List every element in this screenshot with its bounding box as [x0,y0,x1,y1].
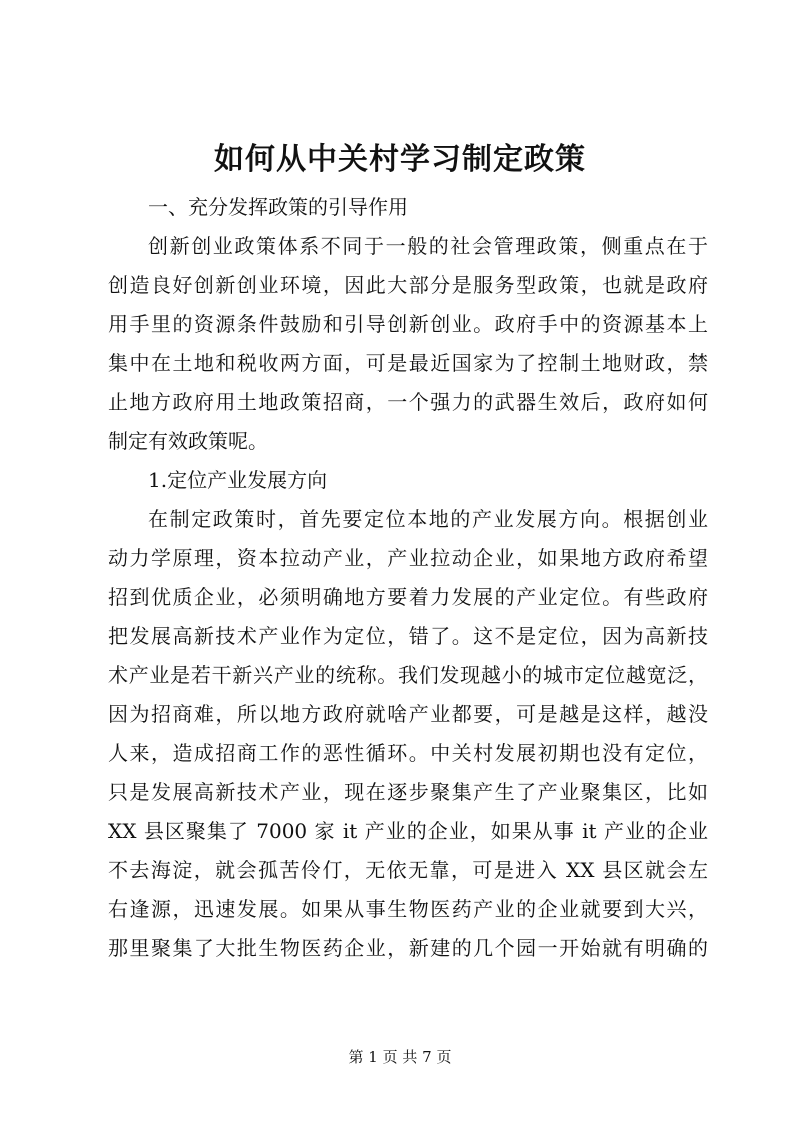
document-body [108,188,708,968]
paragraph-line: 用手里的资源条件鼓励和引导创新创业。政府手中的资源基本上 [108,312,708,336]
paragraph-line: 人来，造成招商工作的恶性循环。中关村发展初期也没有定位， [108,741,708,765]
page-footer: 第 1 页 共 7 页 [348,1048,452,1066]
paragraph-line: XX 县区聚集了 7000 家 it 产业的企业，如果从事 it 产业的企业 [108,819,708,843]
section-heading: 一、充分发挥政策的引导作用 [148,195,408,219]
paragraph-line: 招到优质企业，必须明确地方要着力发展的产业定位。有些政府 [108,585,708,609]
paragraph-line: 那里聚集了大批生物医药企业，新建的几个园一开始就有明确的 [108,936,708,960]
paragraph-line: 把发展高新技术产业作为定位，错了。这不是定位，因为高新技 [108,624,708,648]
paragraph-line: 创造良好创新创业环境，因此大部分是服务型政策，也就是政府 [108,273,708,297]
paragraph-line: 在制定政策时，首先要定位本地的产业发展方向。根据创业 [148,507,708,531]
paragraph-line: 止地方政府用土地政策招商，一个强力的武器生效后，政府如何 [108,390,708,414]
paragraph-line: 创新创业政策体系不同于一般的社会管理政策，侧重点在于 [148,234,708,258]
paragraph-line: 因为招商难，所以地方政府就啥产业都要，可是越是这样，越没 [108,702,708,726]
paragraph-line: 动力学原理，资本拉动产业，产业拉动企业，如果地方政府希望 [108,546,708,570]
paragraph-line: 集中在土地和税收两方面，可是最近国家为了控制土地财政，禁 [108,351,708,375]
paragraph-line: 右逢源，迅速发展。如果从事生物医药产业的企业就要到大兴， [108,897,708,921]
document-title: 如何从中关村学习制定政策 [214,142,586,177]
paragraph-line: 只是发展高新技术产业，现在逐步聚集产生了产业聚集区，比如 [108,780,708,804]
subsection-heading: 1.定位产业发展方向 [148,468,328,492]
paragraph-line: 不去海淀，就会孤苦伶仃，无依无靠，可是进入 XX 县区就会左 [108,858,708,882]
paragraph-line: 制定有效政策呢。 [108,429,268,453]
paragraph-line: 术产业是若干新兴产业的统称。我们发现越小的城市定位越宽泛， [108,663,708,687]
